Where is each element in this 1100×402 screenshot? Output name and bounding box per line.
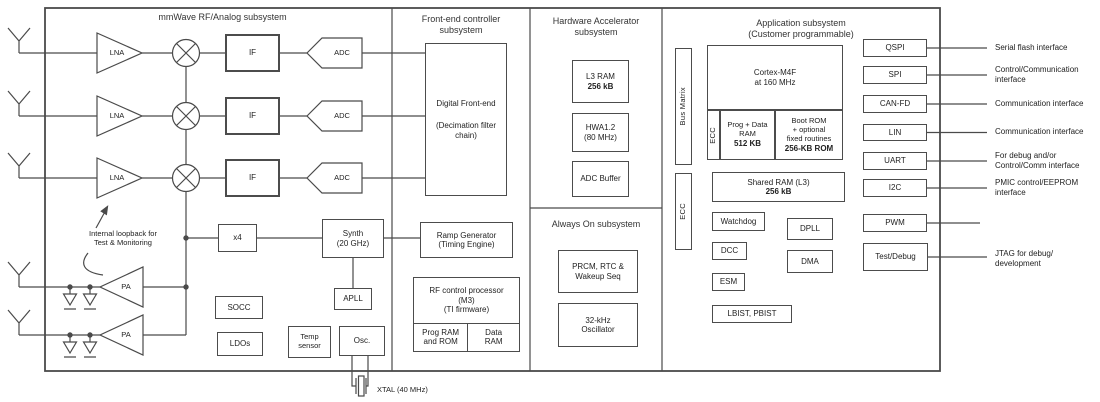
antenna-icon — [8, 310, 30, 335]
ecc-memory-block: ECC — [707, 110, 720, 160]
io-desc-spi: Control/Communication interface — [995, 65, 1079, 85]
i2c-block: I2C — [863, 179, 927, 197]
lna-label: LNA — [109, 173, 125, 182]
l3-ram-block: L3 RAM 256 kB — [572, 60, 629, 103]
io-lines — [927, 48, 987, 257]
spi-block: SPI — [863, 66, 927, 84]
rf-processor-memories — [414, 323, 519, 351]
adc-label: ADC — [334, 48, 350, 57]
if-block: IF — [225, 97, 280, 135]
rf-control-processor-block — [413, 277, 520, 352]
io-desc-qspi: Serial flash interface — [995, 43, 1068, 52]
lin-block: LIN — [863, 124, 927, 141]
adc-label: ADC — [334, 111, 350, 120]
x4-multiplier-block: x4 — [218, 224, 257, 252]
pa-label: PA — [121, 282, 131, 291]
shared-ram-block: Shared RAM (L3) 256 kB — [712, 172, 845, 202]
prcm-rtc-block: PRCM, RTC & Wakeup Seq — [558, 250, 638, 293]
socc-block: SOCC — [215, 296, 263, 319]
cortex-m4f-block: Cortex-M4F at 160 MHz — [707, 45, 843, 110]
if-block: IF — [225, 159, 280, 197]
rx-chain-2 — [8, 91, 425, 136]
adc-label: ADC — [334, 173, 350, 182]
mmwave-subsystem-title: mmWave RF/Analog subsystem — [158, 12, 287, 22]
lna-label: LNA — [109, 111, 125, 120]
bus-matrix-block: Bus Matrix — [675, 48, 692, 165]
uart-block: UART — [863, 152, 927, 170]
ground-icon — [84, 335, 97, 357]
dma-block: DMA — [787, 250, 833, 273]
pa-label: PA — [121, 330, 131, 339]
watchdog-block: Watchdog — [712, 212, 765, 231]
test-debug-block: Test/Debug — [863, 243, 928, 271]
data-ram-block: Data RAM — [467, 324, 519, 351]
apll-block: APLL — [334, 288, 372, 310]
crystal-icon — [352, 356, 368, 396]
io-desc-can-fd: Communication interface — [995, 99, 1084, 108]
antenna-icon — [8, 262, 30, 287]
frontend-subsystem-title: Front-end controller subsystem — [421, 14, 501, 36]
app-subsystem-title: Application subsystem (Customer programmable) — [748, 18, 854, 40]
ground-icon — [64, 287, 77, 309]
dcc-block: DCC — [712, 242, 747, 260]
ldos-block: LDOs — [217, 332, 263, 356]
adc-buffer-block: ADC Buffer — [572, 161, 629, 197]
ecc-block: ECC — [675, 173, 692, 250]
tx-chain-2 — [8, 310, 186, 357]
digital-frontend-block: Digital Front-end (Decimation filter chain) — [425, 43, 507, 196]
io-desc-uart: For debug and/or Control/Comm interface — [995, 151, 1080, 171]
dpll-block: DPLL — [787, 218, 833, 240]
antenna-icon — [8, 153, 30, 178]
ground-icon — [84, 287, 97, 309]
io-desc-i2c: PMIC control/EEPROM interface — [995, 178, 1079, 198]
tx-chain-1 — [8, 262, 186, 309]
synth-block: Synth (20 GHz) — [322, 219, 384, 258]
hwaccel-subsystem-title: Hardware Accelerator subsystem — [552, 16, 640, 38]
prog-data-ram-block: Prog + Data RAM 512 KB — [720, 110, 775, 160]
temp-sensor-block: Temp sensor — [288, 326, 331, 358]
hwa-block: HWA1.2 (80 MHz) — [572, 113, 629, 152]
qspi-block: QSPI — [863, 39, 927, 57]
lna-label: LNA — [109, 48, 125, 57]
if-block: IF — [225, 34, 280, 72]
ground-icon — [64, 335, 77, 357]
osc-32khz-block: 32-kHz Oscillator — [558, 303, 638, 347]
rx-chain-1 — [8, 28, 425, 73]
boot-rom-block: Boot ROM + optional fixed routines 256-KB ROM — [775, 110, 843, 160]
prog-ram-rom-block: Prog RAM and ROM — [422, 327, 460, 347]
io-desc-test-debug: JTAG for debug/ development — [995, 249, 1054, 269]
lo-distribution-lines — [184, 67, 420, 336]
loopback-note: Internal loopback for Test & Monitoring — [89, 229, 157, 247]
antenna-icon — [8, 91, 30, 116]
lbist-pbist-block: LBIST, PBIST — [712, 305, 792, 323]
can-fd-block: CAN-FD — [863, 95, 927, 113]
antenna-icon — [8, 28, 30, 53]
xtal-label: XTAL (40 MHz) — [377, 385, 428, 394]
pwm-block: PWM — [863, 214, 927, 232]
ramp-generator-block: Ramp Generator (Timing Engine) — [420, 222, 513, 258]
oscillator-block: Osc. — [339, 326, 385, 356]
alwayson-subsystem-title: Always On subsystem — [551, 219, 641, 229]
io-desc-lin: Communication interface — [995, 127, 1084, 136]
rf-control-processor-label: RF control processor (M3) (TI firmware) — [429, 286, 504, 315]
rx-chain-3 — [8, 153, 425, 198]
esm-block: ESM — [712, 273, 745, 291]
